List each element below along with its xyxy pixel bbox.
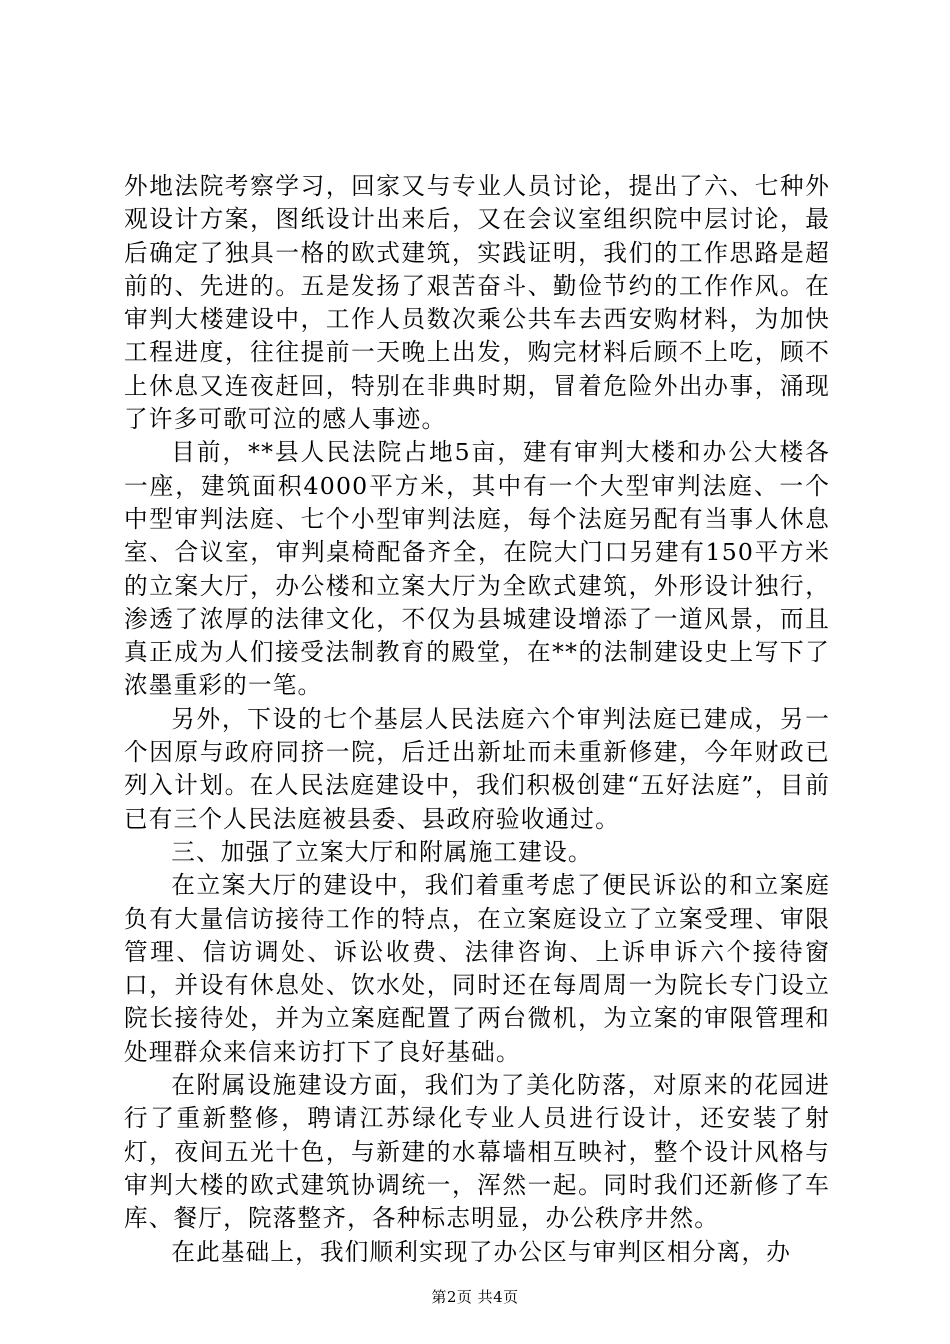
document-body (124, 170, 830, 1269)
paragraph-1: 外地法院考察学习，回家又与专业人员讨论，提出了六、七种外观设计方案，图纸设计出来后，又在会议室组织院中层讨论，最后确定了独具一格的欧式建筑，实践证明，我们的工作思路是超前的、先进的。五是发扬了艰苦奋斗、勤俭节约的工作作风。在审判大楼建设中，工作人员数次乘公共车去西安购材料，为加快工程进度，往往提前一天晚上出发，购完材料后顾不上吃，顾不上休息又连夜赶回，特别在非典时期，冒着危险外出办事，涌现了许多可歌可泣的感人事迹。 (124, 172, 830, 434)
paragraph-6: 在附属设施建设方面，我们为了美化防落，对原来的花园进行了重新整修，聘请江苏绿化专业人员进行设计，还安装了射灯，夜间五光十色，与新建的水幕墙相互映衬，整个设计风格与审判大楼的欧式建筑协调统一，浑然一起。同时我们还新修了车库、餐厅，院落整齐，各种标志明显，办公秩序井然。 (124, 1071, 830, 1233)
paragraph-7: 在此基础上，我们顺利实现了办公区与审判区相分离，办 (171, 1237, 792, 1266)
section-heading: 三、加强了立案大厅和附属施工建设。 (171, 837, 593, 866)
paragraph-2: 目前，**县人民法院占地5亩，建有审判大楼和办公大楼各一座，建筑面积4000平方米，其中有一个大型审判法庭、一个中型审判法庭、七个小型审判法庭，每个法庭另配有当事人休息室、合议室，审判桌椅配备齐全，在院大门口另建有150平方米的立案大厅，办公楼和立案大厅为全欧式建筑，外形设计独行，渗透了浓厚的法律文化，不仅为县城建设增添了一道风景，而且真正成为人们接受法制教育的殿堂，在**的法制建设史上写下了浓墨重彩的一笔。 (124, 438, 830, 700)
paragraph-5: 在立案大厅的建设中，我们着重考虑了便民诉讼的和立案庭负有大量信访接待工作的特点，在立案庭设立了立案受理、审限管理、信访调处、诉讼收费、法律咨询、上诉申诉六个接待窗口，并设有休息处、饮水处，同时还在每周周一为院长专门设立院长接待处，并为立案庭配置了两台微机，为立案的审限管理和处理群众来信来访打下了良好基础。 (124, 871, 830, 1066)
page-footer: 第2页 共4页 (431, 1288, 519, 1306)
paragraph-3: 另外，下设的七个基层人民法庭六个审判法庭已建成，另一个因原与政府同挤一院，后迁出新址而未重新修建，今年财政已列入计划。在人民法庭建设中，我们积极创建“五好法庭”，目前已有三个人民法庭被县委、县政府验收通过。 (124, 704, 830, 833)
